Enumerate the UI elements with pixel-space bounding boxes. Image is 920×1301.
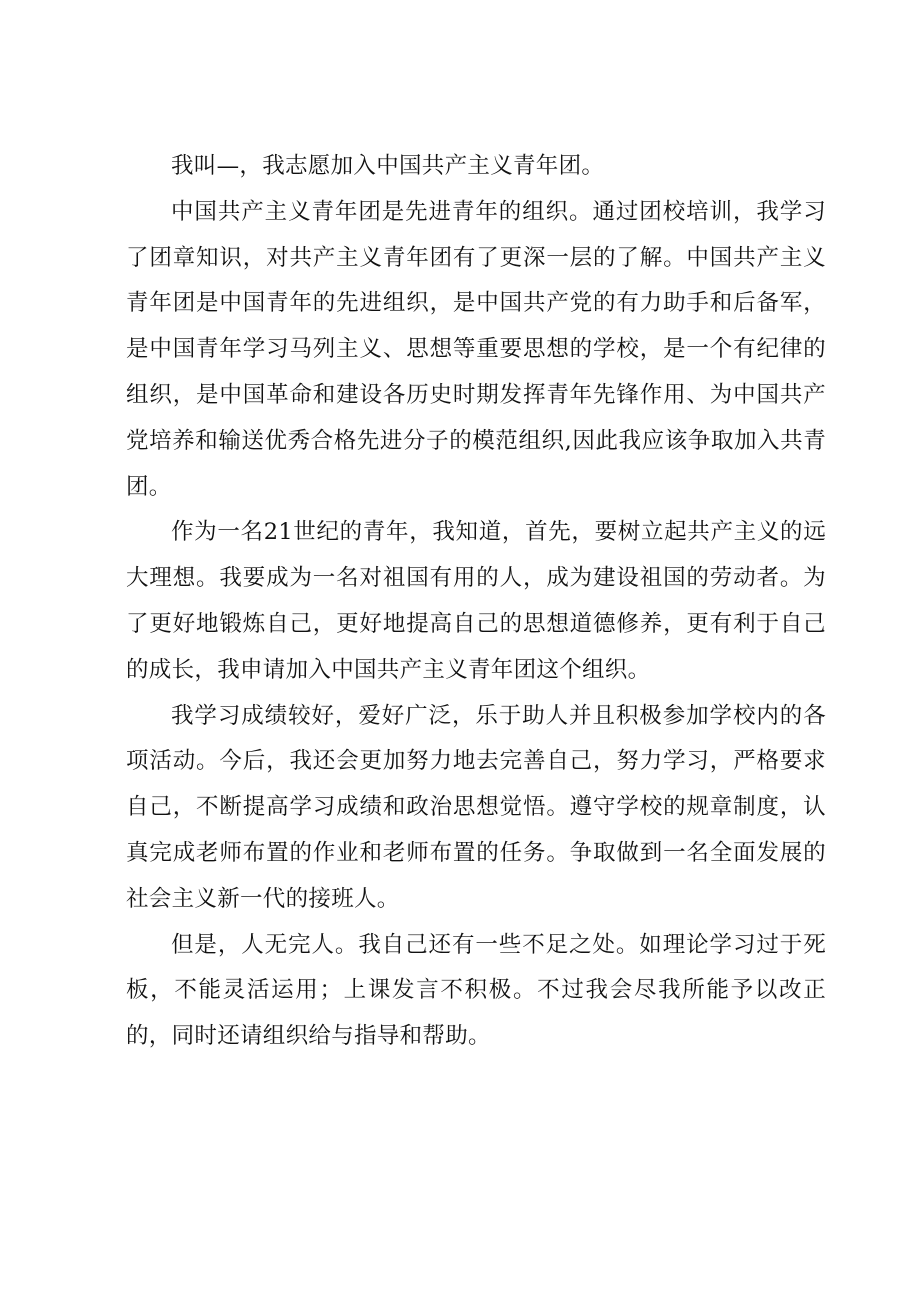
paragraph-self-assessment: 我学习成绩较好，爱好广泛，乐于助人并且积极参加学校内的各项活动。今后，我还会更加努力地去完善自己，努力学习，严格要求自己，不断提高学习成绩和政治思想觉悟。遵守学校的规章制度，认真完成老师布置的作业和老师布置的任务。争取做到一名全面发展的社会主义新一代的接班人。 [126,702,826,912]
document-body [126,144,826,1060]
paragraph-ideals: 作为一名21世纪的青年，我知道，首先，要树立起共产主义的远大理想。我要成为一名对祖国有用的人，成为建设祖国的劳动者。为了更好地锻炼自己，更好地提高自己的思想道德修养，更有利于自己的成长，我申请加入中国共产主义青年团这个组织。 [126,519,826,683]
paragraph-opening: 我叫—，我志愿加入中国共产主义青年团。 [171,153,605,179]
paragraph-shortcomings: 但是，人无完人。我自己还有一些不足之处。如理论学习过于死板，不能灵活运用；上课发言不积极。不过我会尽我所能予以改正的，同时还请组织给与指导和帮助。 [126,931,826,1050]
paragraph-about-league: 中国共产主义青年团是先进青年的组织。通过团校培训，我学习了团章知识，对共产主义青年团有了更深一层的了解。中国共产主义青年团是中国青年的先进组织，是中国共产党的有力助手和后备军，是中国青年学习马列主义、思想等重要思想的学校，是一个有纪律的组织，是中国革命和建设各历史时期发挥青年先锋作用、为中国共产党培养和输送优秀合格先进分子的模范组织,因此我应该争取加入共青团。 [126,198,826,500]
